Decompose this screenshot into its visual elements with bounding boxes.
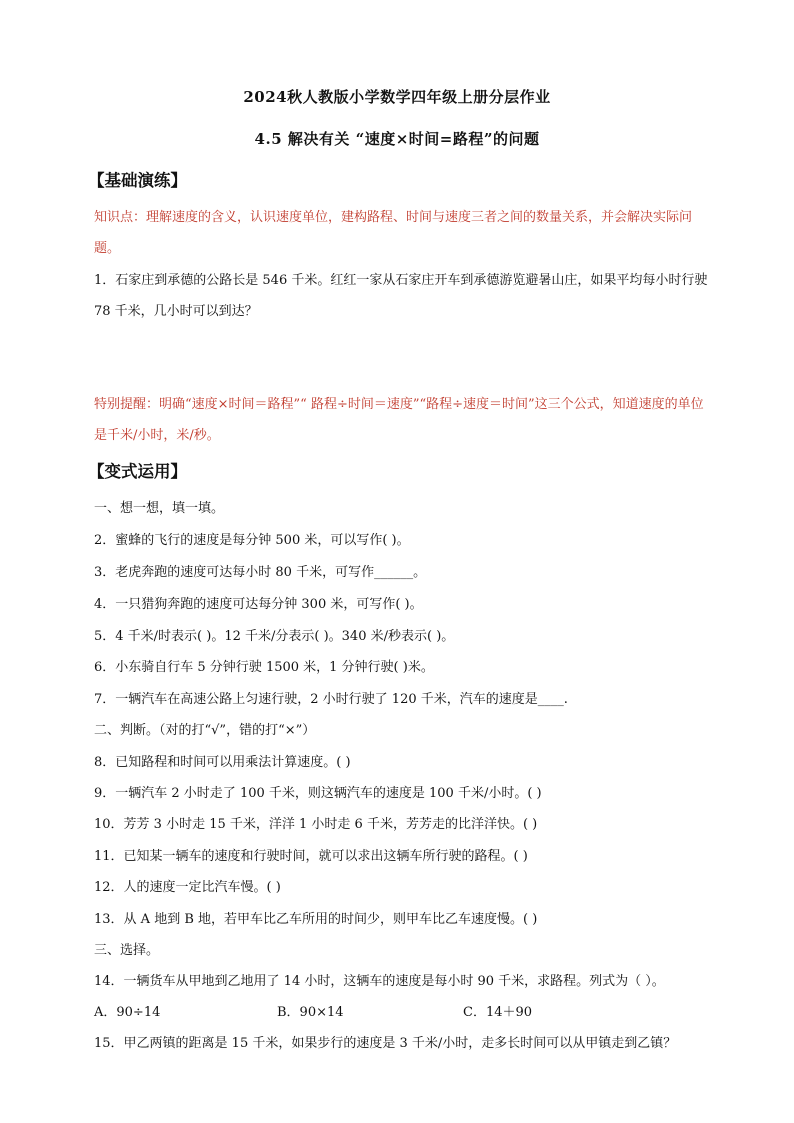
question-6: 6．小东骑自行车 5 分钟行驶 1500 米，1 分钟行驶( )米。 xyxy=(94,660,434,675)
option-a: A．90÷14 xyxy=(94,1005,161,1020)
question-13: 13．从 A 地到 B 地，若甲车比乙车所用的时间少，则甲车比乙车速度慢。( ) xyxy=(94,912,538,927)
question-4: 4．一只猎狗奔跑的速度可达每分钟 300 米，可写作( )。 xyxy=(94,597,423,612)
part-3-heading: 三、选择。 xyxy=(94,943,160,958)
question-10: 10．芳芳 3 小时走 15 千米，洋洋 1 小时走 6 千米，芳芳走的比洋洋快。( ) xyxy=(94,817,538,832)
question-5: 5．4 千米/时表示( )。12 千米/分表示( )。340 米/秒表示( )。 xyxy=(94,629,455,644)
question-14: 14．一辆货车从甲地到乙地用了 14 小时，这辆车的速度是每小时 90 千米，求路程。列式为（ ）。 xyxy=(94,974,665,989)
variant-section-heading: 【变式运用】 xyxy=(88,462,187,481)
question-12: 12．人的速度一定比汽车慢。( ) xyxy=(94,880,281,895)
question-11: 11．已知某一辆车的速度和行驶时间，就可以求出这辆车所行驶的路程。( ) xyxy=(94,849,528,864)
knowledge-point: 知识点：理解速度的含义，认识速度单位，建构路程、时间与速度三者之间的数量关系，并会解决实际问题。 xyxy=(94,210,693,256)
question-8: 8．已知路程和时间可以用乘法计算速度。( ) xyxy=(94,755,351,770)
special-reminder: 特别提醒：明确“速度×时间＝路程”“ 路程÷时间＝速度”“路程÷速度＝时间”这三个公式，知道速度的单位是千米/小时，米/秒。 xyxy=(94,397,704,443)
question-15: 15．甲乙两镇的距离是 15 千米，如果步行的速度是 3 千米/小时，走多长时间可以从甲镇走到乙镇？ xyxy=(94,1036,677,1051)
basic-section-heading: 【基础演练】 xyxy=(88,171,187,190)
part-2-heading: 二、判断。（对的打“√”，错的打“×”） xyxy=(94,723,316,738)
lesson-subtitle: 4.5 解决有关 “速度×时间=路程”的问题 xyxy=(254,130,540,148)
question-2: 2．蜜蜂的飞行的速度是每分钟 500 米，可以写作( )。 xyxy=(94,533,410,548)
part-1-heading: 一、想一想，填一填。 xyxy=(94,501,225,516)
question-9: 9．一辆汽车 2 小时走了 100 千米，则这辆汽车的速度是 100 千米/小时。( ) xyxy=(94,786,542,801)
question-7: 7．一辆汽车在高速公路上匀速行驶，2 小时行驶了 120 千米，汽车的速度是____. xyxy=(94,692,568,707)
question-1: 1．石家庄到承德的公路长是 546 千米。红红一家从石家庄开车到承德游览避暑山庄，如果平均每小时行驶 78 千米，几小时可以到达？ xyxy=(94,273,708,319)
page-title: 2024秋人教版小学数学四年级上册分层作业 xyxy=(243,88,551,106)
question-3: 3．老虎奔跑的速度可达每小时 80 千米，可写作______。 xyxy=(94,565,427,580)
option-c: C．14＋90 xyxy=(463,1005,533,1020)
option-b: B．90×14 xyxy=(277,1005,344,1020)
